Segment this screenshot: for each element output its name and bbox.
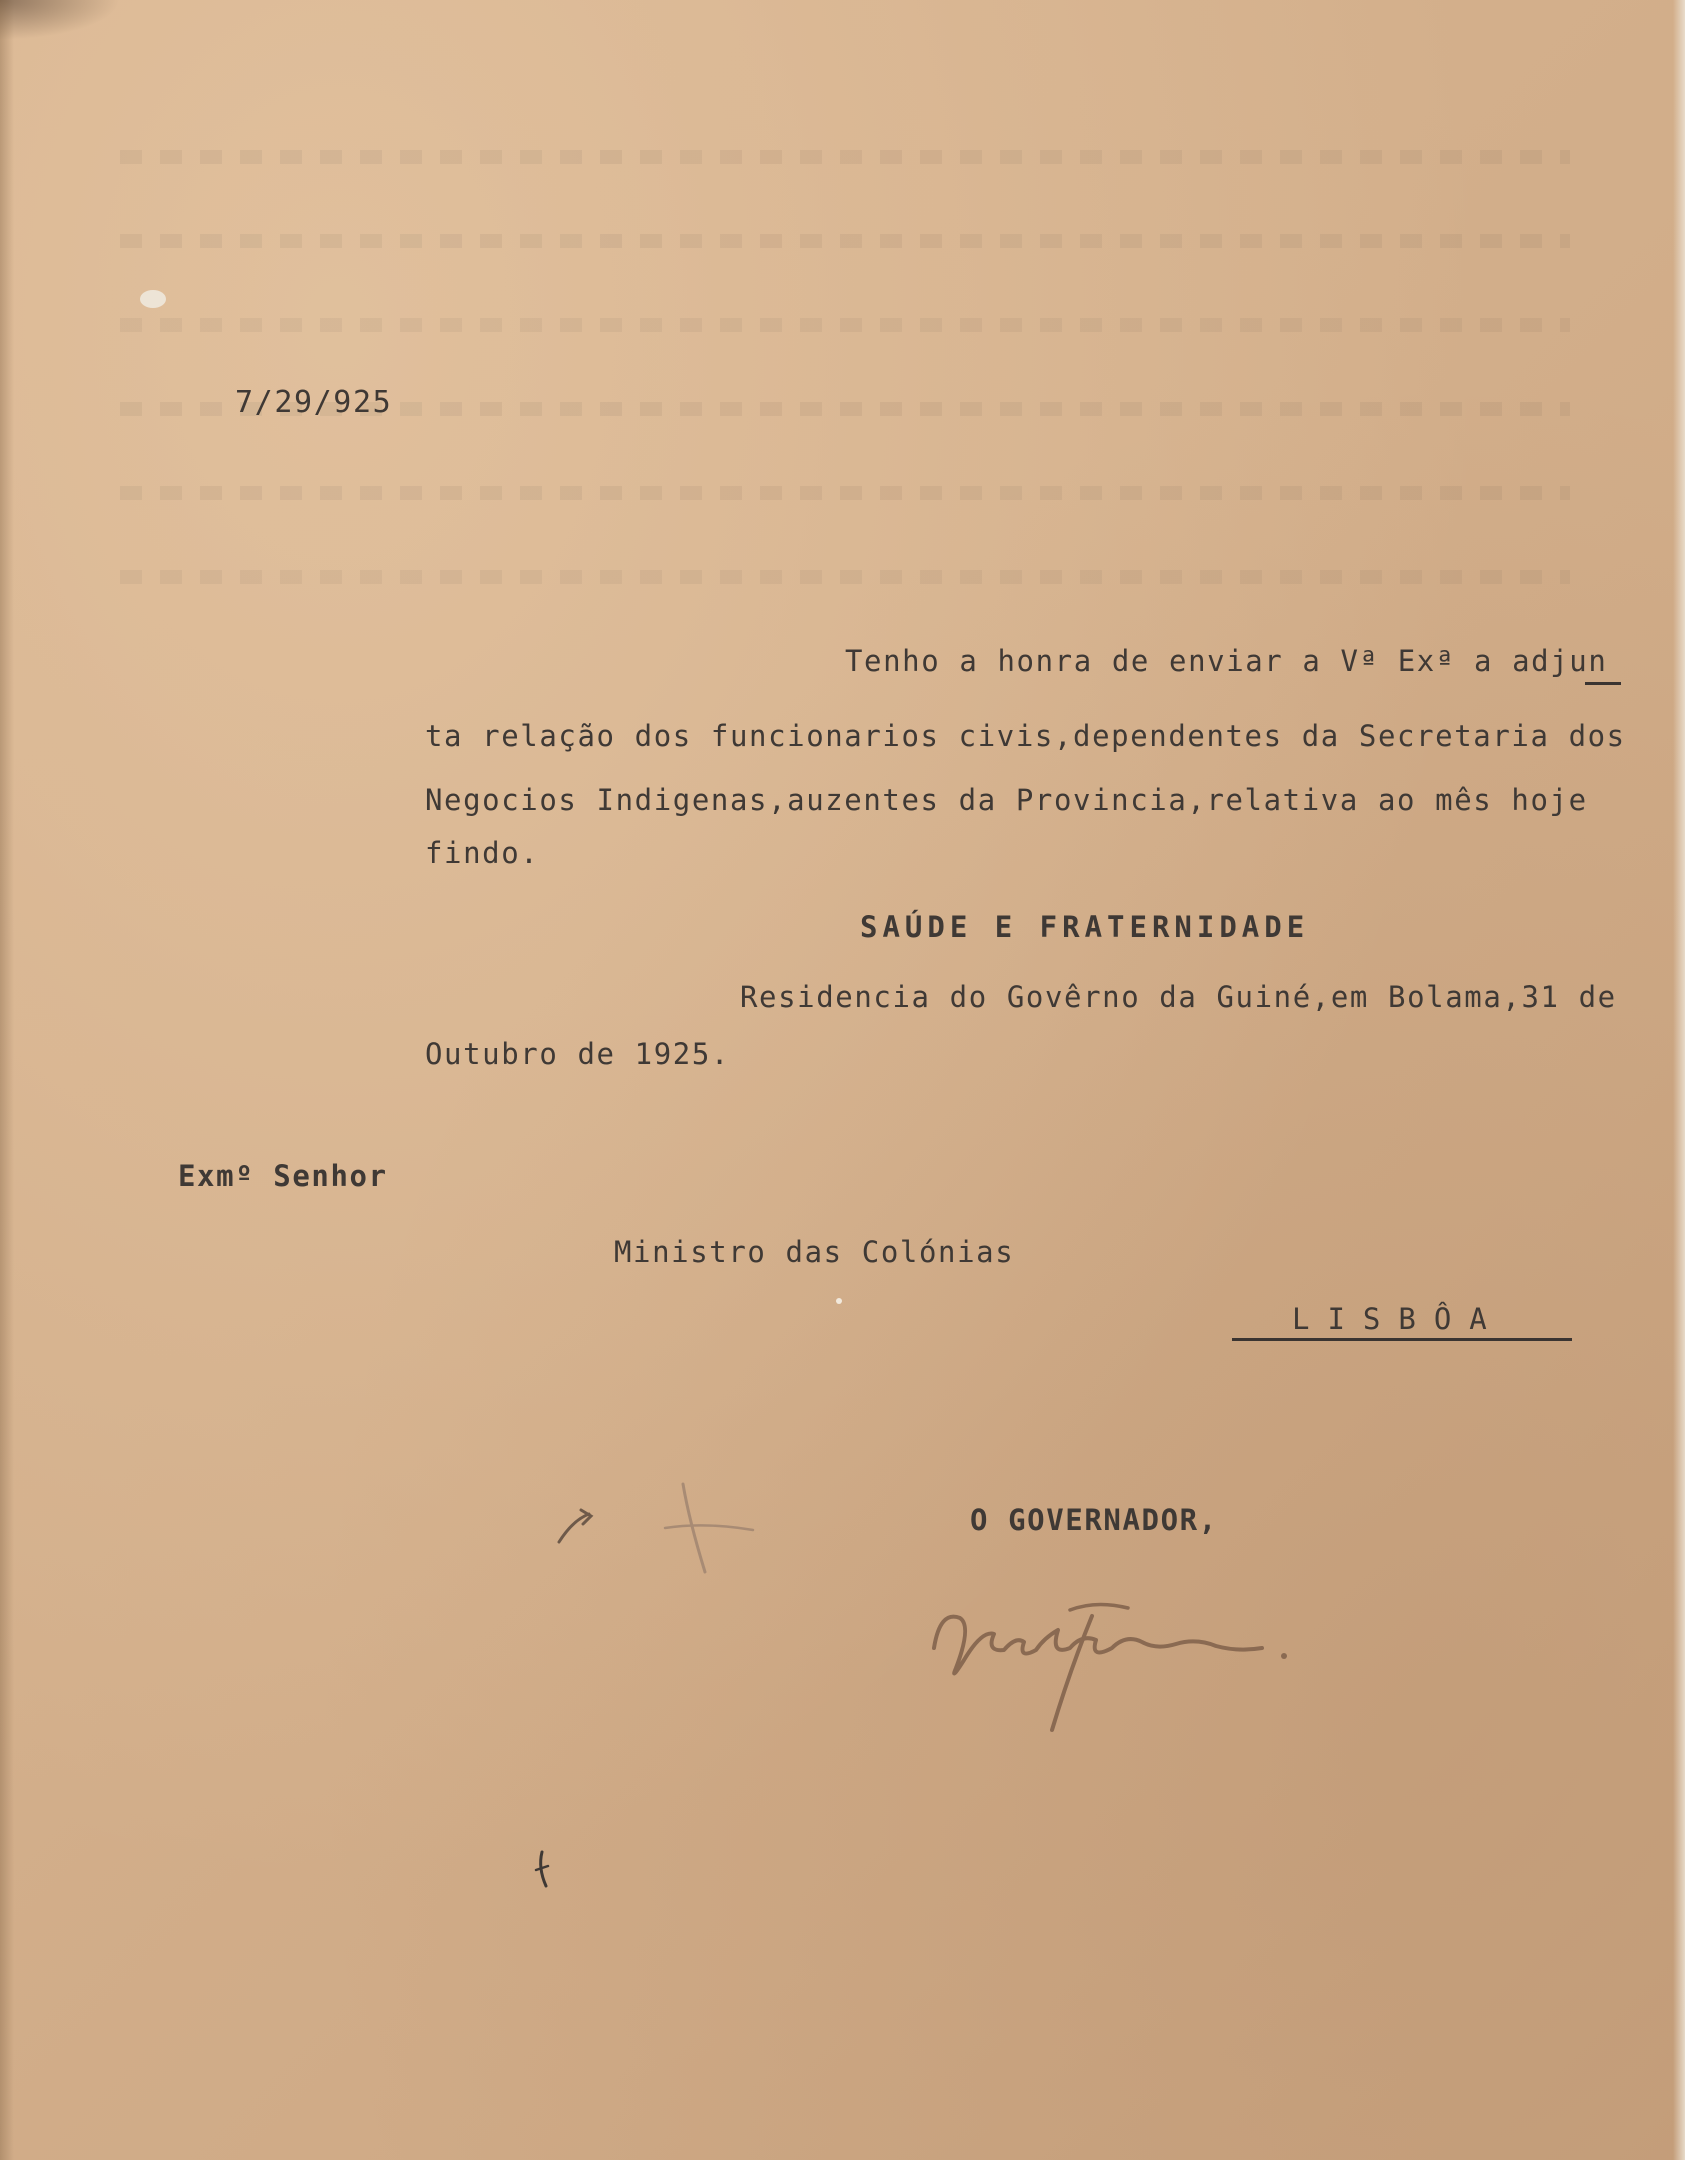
paper-stain	[140, 290, 166, 308]
adjun-underline	[1585, 682, 1621, 685]
pencil-mark-icon	[555, 1480, 775, 1580]
left-edge-shadow	[0, 0, 14, 2160]
body-line-3: Negocios Indigenas,auzentes da Provincia,relativa ao mês hoje	[425, 783, 1588, 817]
destination-underline	[1232, 1338, 1572, 1341]
signatory-title: O GOVERNADOR,	[970, 1503, 1218, 1537]
ink-tick-icon	[528, 1848, 558, 1892]
handwritten-signature	[920, 1590, 1360, 1740]
reference-number: 7/29/925	[235, 385, 393, 420]
salutation: SAÚDE E FRATERNIDADE	[860, 910, 1310, 944]
place-date-line-2: Outubro de 1925.	[425, 1037, 730, 1071]
destination: LISBÔA	[1292, 1302, 1505, 1336]
place-date-line-1: Residencia do Govêrno da Guiné,em Bolama,31 de	[740, 980, 1617, 1014]
paper-spot	[836, 1298, 842, 1304]
body-line-2: ta relação dos funcionarios civis,dependentes da Secretaria dos	[425, 719, 1626, 753]
addressee: Ministro das Colónias	[614, 1235, 1015, 1269]
addressee-title: Exmº Senhor	[178, 1159, 388, 1193]
body-line-4: findo.	[425, 836, 540, 870]
body-line-1: Tenho a honra de enviar a Vª Exª a adjun	[845, 644, 1608, 678]
right-edge-highlight	[1673, 0, 1685, 2160]
stained-corner	[0, 0, 120, 40]
